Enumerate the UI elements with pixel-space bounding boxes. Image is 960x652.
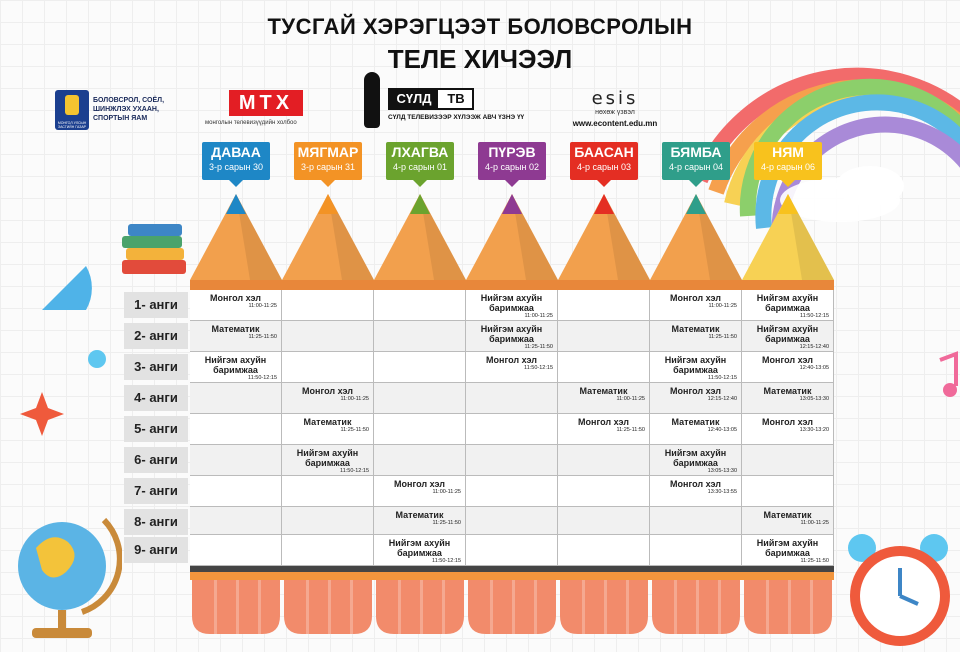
schedule-cell-empty xyxy=(558,476,650,507)
schedule-cell-empty xyxy=(282,476,374,507)
pencil-eraser-stripe xyxy=(718,580,721,634)
music-note-icon xyxy=(930,350,960,410)
esis-subtitle: нөхөж үзвэл xyxy=(595,109,635,116)
day-name: МЯГМАР xyxy=(297,144,359,160)
schedule-cell-empty xyxy=(190,383,282,414)
schedule-cell xyxy=(650,290,742,321)
page-title-line2: ТЕЛЕ ХИЧЭЭЛ xyxy=(387,44,573,74)
day-date: 4-р сарын 01 xyxy=(393,162,447,172)
books-icon xyxy=(118,218,190,282)
esis-logo xyxy=(560,90,670,130)
schedule-cell xyxy=(742,290,834,321)
schedule-cell-empty xyxy=(558,445,650,476)
grade-label: 1- анги xyxy=(124,292,188,318)
subject-name: Математик xyxy=(395,510,444,520)
lesson-time: 11:00-11:25 xyxy=(524,313,553,319)
lesson-time: 11:00-11:25 xyxy=(708,303,737,309)
day-date: 4-р сарын 02 xyxy=(485,162,539,172)
grade-label: 3- анги xyxy=(124,354,188,380)
subject-name: Нийгэм ахуйн баримжаа xyxy=(756,538,819,558)
subject-name: Монгол хэл xyxy=(210,293,261,303)
suld-tv-mark: ТВ xyxy=(447,91,465,106)
day-name: ДАВАА xyxy=(211,144,261,160)
pencil-tip-6 xyxy=(650,194,742,290)
schedule-cell xyxy=(650,383,742,414)
lesson-time: 11:00-11:25 xyxy=(800,520,829,526)
schedule-cell xyxy=(558,383,650,414)
day-header-6 xyxy=(662,142,730,180)
subject-name: Математик xyxy=(671,417,720,427)
schedule-cell xyxy=(282,445,374,476)
schedule-cell-empty xyxy=(466,445,558,476)
pencil-tips xyxy=(190,190,834,290)
schedule-cell xyxy=(742,352,834,383)
suld-subtitle: СҮЛД ТЕЛЕВИЗЭЭР ХҮЛЭЭЖ АВЧ ҮЗНЭ ҮҮ xyxy=(388,114,525,121)
subject-name: Монгол хэл xyxy=(670,293,721,303)
lesson-time: 11:25-11:50 xyxy=(524,344,553,350)
subject-name: Монгол хэл xyxy=(394,479,445,489)
pencil-eraser-stripe xyxy=(674,580,677,634)
subject-name: Монгол хэл xyxy=(670,386,721,396)
schedule-cell-empty xyxy=(374,290,466,321)
alarm-clock-icon xyxy=(844,526,960,652)
pencil-eraser-stripe xyxy=(788,580,791,634)
circle-decoration xyxy=(88,350,106,368)
schedule-cell xyxy=(282,414,374,445)
esis-mark: esis xyxy=(591,88,639,109)
pencil-eraser-stripe xyxy=(258,580,261,634)
day-name: БААСАН xyxy=(574,144,634,160)
lesson-time: 11:00-11:25 xyxy=(616,396,645,402)
mtx-logo xyxy=(205,90,305,130)
schedule-cell-empty xyxy=(374,321,466,352)
day-name: ПҮРЭВ xyxy=(488,144,536,160)
schedule-cell xyxy=(466,352,558,383)
ministry-emblem-text: МОНГОЛ УЛСЫН ЗАСГИЙН ГАЗАР xyxy=(57,121,87,129)
schedule-cell-empty xyxy=(374,383,466,414)
lesson-time: 11:25-11:50 xyxy=(340,427,369,433)
lesson-time: 13:30-13:20 xyxy=(799,427,829,433)
schedule-cell-empty xyxy=(558,507,650,535)
schedule-cell-empty xyxy=(374,352,466,383)
subject-name: Математик xyxy=(211,324,260,334)
schedule-cell-empty xyxy=(190,445,282,476)
schedule-cell-empty xyxy=(466,535,558,566)
lesson-time: 12:15-12:40 xyxy=(707,396,737,402)
subject-name: Нийгэм ахуйн баримжаа xyxy=(756,324,819,344)
lesson-time: 11:25-11:50 xyxy=(432,520,461,526)
protractor-icon xyxy=(34,258,94,318)
pencil-eraser-stripe xyxy=(512,580,515,634)
day-header-3 xyxy=(386,142,454,180)
esis-url: www.econtent.edu.mn xyxy=(572,119,658,128)
mtx-mark: МТХ xyxy=(229,90,303,116)
day-name: БЯМБА xyxy=(670,144,722,160)
lesson-time: 11:25-11:50 xyxy=(248,334,277,340)
schedule-cell xyxy=(742,414,834,445)
schedule-cell xyxy=(742,535,834,566)
pencil-tip-3 xyxy=(374,194,466,290)
lesson-time: 11:25-11:50 xyxy=(800,558,829,564)
schedule-cell xyxy=(466,290,558,321)
lesson-time: 13:05-13:30 xyxy=(799,396,829,402)
pencil-band-orange xyxy=(190,572,834,580)
ministry-emblem-icon xyxy=(55,90,89,130)
lesson-time: 11:25-11:50 xyxy=(616,427,645,433)
pencil-eraser-stripe xyxy=(490,580,493,634)
schedule-cell xyxy=(742,507,834,535)
schedule-cell-empty xyxy=(466,414,558,445)
schedule-cell-empty xyxy=(742,476,834,507)
pencil-erasers xyxy=(190,580,834,640)
day-header-5 xyxy=(570,142,638,180)
subject-name: Нийгэм ахуйн баримжаа xyxy=(388,538,451,558)
schedule-cell-empty xyxy=(190,507,282,535)
lesson-time: 11:25-11:50 xyxy=(708,334,737,340)
subject-name: Монгол хэл xyxy=(486,355,537,365)
lesson-time: 12:15-12:40 xyxy=(799,344,829,350)
schedule-cell-empty xyxy=(282,507,374,535)
pencil-eraser-stripe xyxy=(766,580,769,634)
day-header-1 xyxy=(202,142,270,180)
lesson-time: 11:00-11:25 xyxy=(340,396,369,402)
pencil-eraser-stripe xyxy=(398,580,401,634)
subject-name: Нийгэм ахуйн баримжаа xyxy=(480,293,543,313)
schedule-cell xyxy=(374,507,466,535)
day-name: ЛХАГВА xyxy=(391,144,449,160)
schedule-cell-empty xyxy=(282,321,374,352)
schedule-cell-empty xyxy=(650,507,742,535)
schedule-cell-empty xyxy=(466,507,558,535)
pencil-tip-5 xyxy=(558,194,650,290)
pencil-eraser-stripe xyxy=(696,580,699,634)
pencil-eraser-stripe xyxy=(442,580,445,634)
day-header-7 xyxy=(754,142,822,180)
day-date: 4-р сарын 03 xyxy=(577,162,631,172)
lesson-time: 11:00-11:25 xyxy=(248,303,277,309)
schedule-cell xyxy=(190,352,282,383)
schedule-cell xyxy=(650,352,742,383)
schedule-cell xyxy=(742,383,834,414)
pencil-tip-4 xyxy=(466,194,558,290)
mtx-subtitle: монголын телевизүүдийн холбоо xyxy=(205,120,297,126)
day-header-2 xyxy=(294,142,362,180)
pencil-eraser-stripe xyxy=(810,580,813,634)
pencil-tip-7 xyxy=(742,194,834,290)
day-date: 4-р сарын 04 xyxy=(669,162,723,172)
subject-name: Математик xyxy=(303,417,352,427)
schedule-cell-empty xyxy=(282,290,374,321)
subject-name: Математик xyxy=(579,386,628,396)
day-date: 4-р сарын 06 xyxy=(761,162,815,172)
schedule-cell-empty xyxy=(466,383,558,414)
schedule-cell-empty xyxy=(558,321,650,352)
schedule-cell xyxy=(742,321,834,352)
subject-name: Монгол хэл xyxy=(670,479,721,489)
pencil-eraser-stripe xyxy=(328,580,331,634)
subject-name: Математик xyxy=(671,324,720,334)
suld-mark: СҮЛД xyxy=(390,90,438,108)
lesson-time: 11:50-12:15 xyxy=(432,558,461,564)
day-header-4 xyxy=(478,142,546,180)
subject-name: Монгол хэл xyxy=(302,386,353,396)
pencil-eraser-stripe xyxy=(582,580,585,634)
schedule-cell xyxy=(558,414,650,445)
schedule-cell xyxy=(650,476,742,507)
schedule-cell-empty xyxy=(742,445,834,476)
pencil-eraser-stripe xyxy=(350,580,353,634)
schedule-cell xyxy=(190,290,282,321)
lesson-time: 13:30-13:55 xyxy=(707,489,737,495)
suld-tv-logo xyxy=(360,70,560,132)
day-date: 3-р сарын 31 xyxy=(301,162,355,172)
schedule-cell-empty xyxy=(374,445,466,476)
subject-name: Нийгэм ахуйн баримжаа xyxy=(480,324,543,344)
grade-label: 5- анги xyxy=(124,416,188,442)
lesson-time: 11:50-12:15 xyxy=(248,375,277,381)
ministry-name: БОЛОВСРОЛ, СОЁЛ, ШИНЖЛЭХ УХААН, СПОРТЫН ЯАМ xyxy=(93,97,165,122)
schedule-cell xyxy=(374,476,466,507)
schedule-cell-empty xyxy=(374,414,466,445)
subject-name: Монгол хэл xyxy=(578,417,629,427)
day-date: 3-р сарын 30 xyxy=(209,162,263,172)
pencil-eraser-stripe xyxy=(236,580,239,634)
grade-label: 4- анги xyxy=(124,385,188,411)
page-title-line1: ТУСГАЙ ХЭРЭГЦЭЭТ БОЛОВСРОЛЫН xyxy=(267,14,693,39)
grade-label: 6- анги xyxy=(124,447,188,473)
schedule-cell-empty xyxy=(558,290,650,321)
pencil-eraser-stripe xyxy=(534,580,537,634)
schedule-cell xyxy=(282,383,374,414)
pencil-tip-2 xyxy=(282,194,374,290)
grade-label: 2- анги xyxy=(124,323,188,349)
star-icon xyxy=(18,390,66,438)
schedule-cell xyxy=(374,535,466,566)
schedule-cell-empty xyxy=(190,476,282,507)
subject-name: Нийгэм ахуйн баримжаа xyxy=(204,355,267,375)
subject-name: Нийгэм ахуйн баримжаа xyxy=(296,448,359,468)
pencil-eraser-stripe xyxy=(306,580,309,634)
schedule-cell-empty xyxy=(558,535,650,566)
schedule-cell xyxy=(190,321,282,352)
schedule-cell-empty xyxy=(558,352,650,383)
subject-name: Нийгэм ахуйн баримжаа xyxy=(756,293,819,313)
lesson-time: 12:40-13:05 xyxy=(799,365,829,371)
grade-label: 7- анги xyxy=(124,478,188,504)
pencil-tip-1 xyxy=(190,194,282,290)
ministry-logo xyxy=(55,90,205,130)
lesson-time: 11:50-12:15 xyxy=(708,375,737,381)
globe-icon xyxy=(12,500,122,650)
subject-name: Монгол хэл xyxy=(762,417,813,427)
schedule-cell xyxy=(650,414,742,445)
grade-label: 8- анги xyxy=(124,509,188,535)
schedule-grid xyxy=(190,290,834,566)
schedule-cell-empty xyxy=(282,535,374,566)
pencil-eraser-stripe xyxy=(214,580,217,634)
schedule-cell xyxy=(466,321,558,352)
pencil-eraser-stripe xyxy=(604,580,607,634)
subject-name: Нийгэм ахуйн баримжаа xyxy=(664,448,727,468)
suld-emblem-icon xyxy=(364,72,380,128)
pencil-eraser-stripe xyxy=(626,580,629,634)
lesson-time: 13:05-13:30 xyxy=(707,468,737,474)
schedule-cell-empty xyxy=(282,352,374,383)
day-name: НЯМ xyxy=(772,144,804,160)
subject-name: Математик xyxy=(763,386,812,396)
lesson-time: 11:00-11:25 xyxy=(432,489,461,495)
lesson-time: 11:50-12:15 xyxy=(524,365,553,371)
schedule-cell xyxy=(650,445,742,476)
subject-name: Математик xyxy=(763,510,812,520)
pencil-eraser-stripe xyxy=(420,580,423,634)
schedule-cell-empty xyxy=(190,414,282,445)
schedule-cell-empty xyxy=(650,535,742,566)
grade-label: 9- анги xyxy=(124,537,188,563)
schedule-cell-empty xyxy=(466,476,558,507)
subject-name: Монгол хэл xyxy=(762,355,813,365)
schedule-cell-empty xyxy=(190,535,282,566)
lesson-time: 11:50-12:15 xyxy=(800,313,829,319)
lesson-time: 11:50-12:15 xyxy=(340,468,369,474)
subject-name: Нийгэм ахуйн баримжаа xyxy=(664,355,727,375)
lesson-time: 12:40-13:05 xyxy=(707,427,737,433)
schedule-cell xyxy=(650,321,742,352)
